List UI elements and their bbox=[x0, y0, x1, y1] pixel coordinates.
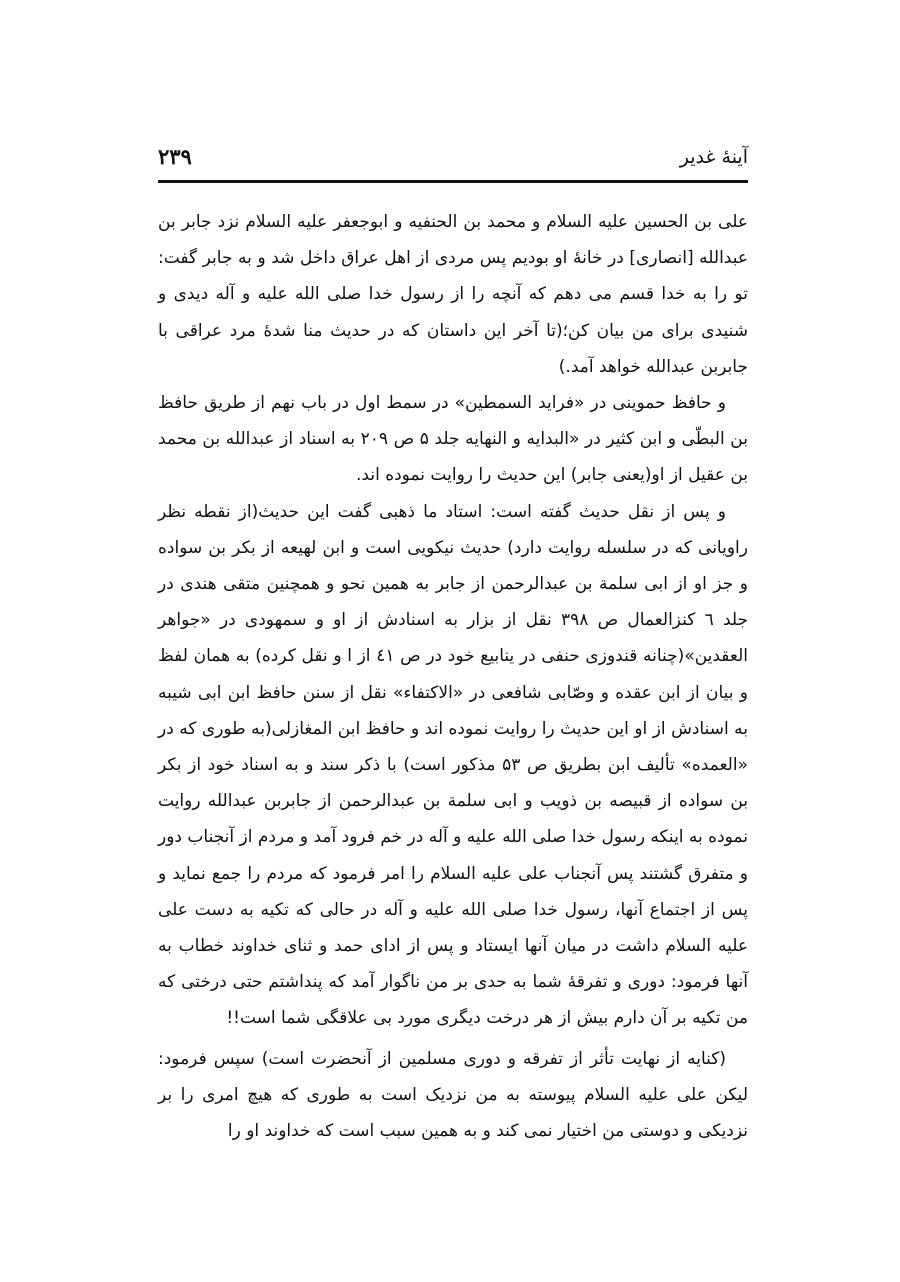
page-header bbox=[158, 138, 748, 178]
paragraph: و حافظ حموینی در «فراید السمطین» در سمط اول در باب نهم از طریق حافظ بن البطّی و ابن کثیر در «البدایه و النهایه جلد ۵ ص ۲۰۹ به اسناد از عبدالله بن محمد بن عقیل از او(یعنی جابر) این حدیث را روایت نموده اند. bbox=[158, 393, 748, 486]
page-number: ۲۳۹ bbox=[158, 144, 192, 169]
body-text bbox=[158, 204, 748, 1149]
paragraph: علی بن الحسین علیه السلام و محمد بن الحنفیه و ابوجعفر علیه السلام نزد جابر بن عبدالله [انصاری] در خانهٔ او بودیم پس مردی از اهل عراق داخل شد و به جابر گفت: تو را به خدا قسم می دهم که آنچه را از رسول خدا صلی الله علیه و آله دیدی و شنیدی برای من بیان کن؛(تا آخر این داستان که در حدیث منا شدهٔ مرد عراقی با جابربن عبدالله خواهد آمد.) bbox=[158, 212, 748, 377]
header-divider bbox=[158, 180, 748, 183]
running-title: آینهٔ غدیر bbox=[679, 146, 748, 168]
paragraph: (کنایه از نهایت تأثر از تفرقه و دوری مسلمین از آنحضرت است) سپس فرمود: لیکن علی علیه السلام پیوسته به من نزدیک است به طوری که هیچ امری را بر نزدیکی و دوستی من اختیار نمی کند و به همین سبب است که خداوند او را bbox=[158, 1048, 748, 1142]
paragraph: و پس از نقل حدیث گفته است: استاد ما ذهبی گفت این حدیث(از نقطه نظر راویانی که در سلسله روایت دارد) حدیث نیکویی است و ابن لهیعه از بکر بن سواده و جز او از ابی سلمة بن عبدالرحمن از جابر به همین نحو و همچنین متقی هندی در جلد ٦ کنزالعمال ص ۳۹۸ نقل از بزار به اسنادش از او و سمهودی در «جواهر العقدین»(چنانه قندوزی حنفی در ینابیع خود در ص ٤۱ از ا و نقل کرده) به همان لفظ و بیان از ابن عقده و وصّابی شافعی در «الاکتفاء» نقل از سنن حافظ ابن ابی شیبه به اسنادش از او این حدیث را روایت نموده اند و حافظ ابن المغازلی(به طوری که در «العمده» تألیف ابن بطریق ص ۵۳ مذکور است) با ذکر سند و به اسناد خود از بکر بن سواده از قبیصه بن ذویب و ابی سلمة بن عبدالرحمن از جابربن عبدالله روایت نموده به اینکه رسول خدا صلی الله علیه و آله در خم فرود آمد و مردم از آنجناب دور و متفرق گشتند پس آنجناب علی علیه السلام را امر فرمود که مردم را جمع نماید و پس از اجتماع آنها، رسول خدا صلی الله علیه و آله در حالی که تکیه به دست علی علیه السلام داشت در میان آنها ایستاد و پس از ادای حمد و ثنای خداوند خطاب به آنها فرمود: دوری و تفرقهٔ شما به حدی بر من ناگوار آمد که پنداشتم حتی درختی که من تکیه بر آن دارم بیش از هر درخت دیگری مورد بی علاقگی شما است!! bbox=[158, 501, 749, 1029]
